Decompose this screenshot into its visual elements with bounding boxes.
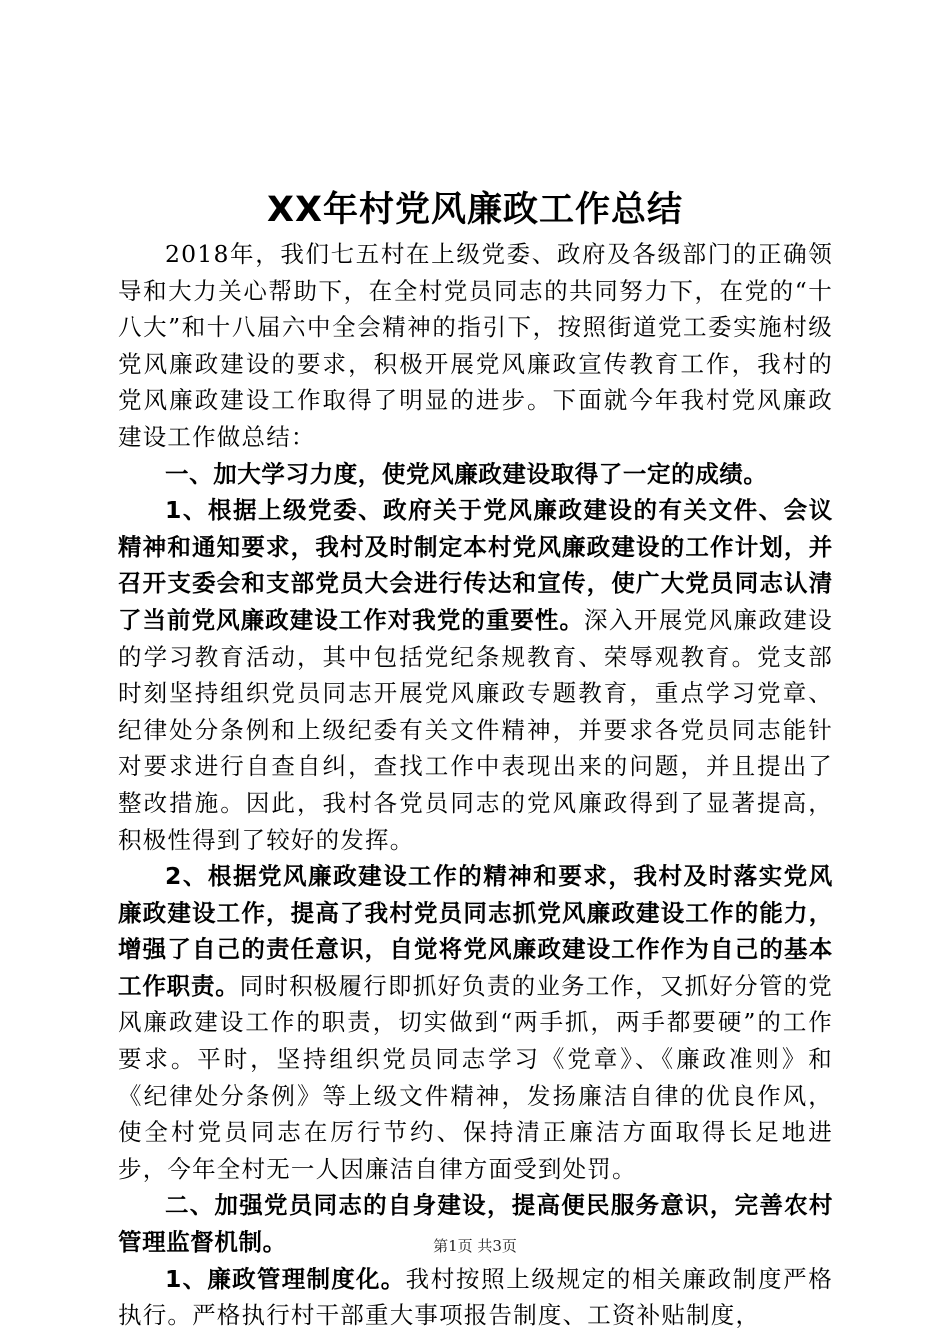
section-1-paragraph-1-body: 深入开展党风廉政建设的学习教育活动，其中包括党纪条规教育、荣辱观教育。党支部时刻坚持组织党员同志开展党风廉政专题教育，重点学习党章、纪律处分条例和上级纪委有关文件精神，并要求各党员同志能针对要求进行自查自纠，查找工作中表现出来的问题，并且提出了整改措施。因此，我村各党员同志的党风廉政得到了显著提高，积极性得到了较好的发挥。: [118, 605, 834, 854]
section-1-heading: 一、加大学习力度，使党风廉政建设取得了一定的成绩。: [165, 459, 768, 488]
document-title: XX年村党风廉政工作总结: [267, 190, 683, 230]
page-number-footer: 第1页 共3页: [433, 1237, 517, 1255]
section-1-paragraph-2-body: 同时积极履行即抓好负责的业务工作，又抓好分管的党风廉政建设工作的职责，切实做到“两手抓，两手都要硬”的工作要求。平时，坚持组织党员同志学习《党章》、《廉政准则》和《纪律处分条例》等上级文件精神，发扬廉洁自律的优良作风，使全村党员同志在厉行节约、保持清正廉洁方面取得长足地进步，今年全村无一人因廉洁自律方面受到处罚。: [118, 971, 833, 1183]
section-2-paragraph-1-body: 我村按照上级规定的相关廉政制度严格执行。严格执行村干部重大事项报告制度、工资补贴制度，: [118, 1264, 833, 1330]
section-1-paragraph-2: [118, 858, 833, 1187]
section-1-paragraph-2-lead: 2、根据党风廉政建设工作的精神和要求，我村及时落实党风廉政建设工作，提高了我村党员同志抓党风廉政建设工作的能力，增强了自己的责任意识，自觉将党风廉政建设工作作为自己的基本工作职责。: [118, 862, 833, 1000]
section-1-paragraph-1: [118, 492, 833, 858]
intro-paragraph: 2018年，我们七五村在上级党委、政府及各级部门的正确领导和大力关心帮助下，在全村党员同志的共同努力下，在党的“十八大”和十八届六中全会精神的指引下，按照街道党工委实施村级党风廉政建设的要求，积极开展党风廉政宣传教育工作，我村的党风廉政建设工作取得了明显的进步。下面就今年我村党风廉政建设工作做总结：: [118, 240, 833, 451]
section-2-heading: 二、加强党员同志的自身建设，提高便民服务意识，完善农村管理监督机制。: [118, 1191, 833, 1257]
document-body: [118, 236, 833, 1334]
section-2-paragraph-1: [118, 1261, 833, 1334]
section-2-paragraph-1-lead: 1、廉政管理制度化。: [165, 1264, 406, 1293]
section-1-paragraph-1-lead: 1、根据上级党委、政府关于党风廉政建设的有关文件、会议精神和通知要求，我村及时制定本村党风廉政建设的工作计划，并召开支委会和支部党员大会进行传达和宣传，使广大党员同志认清了当前党风廉政建设工作对我党的重要性。: [118, 496, 833, 634]
